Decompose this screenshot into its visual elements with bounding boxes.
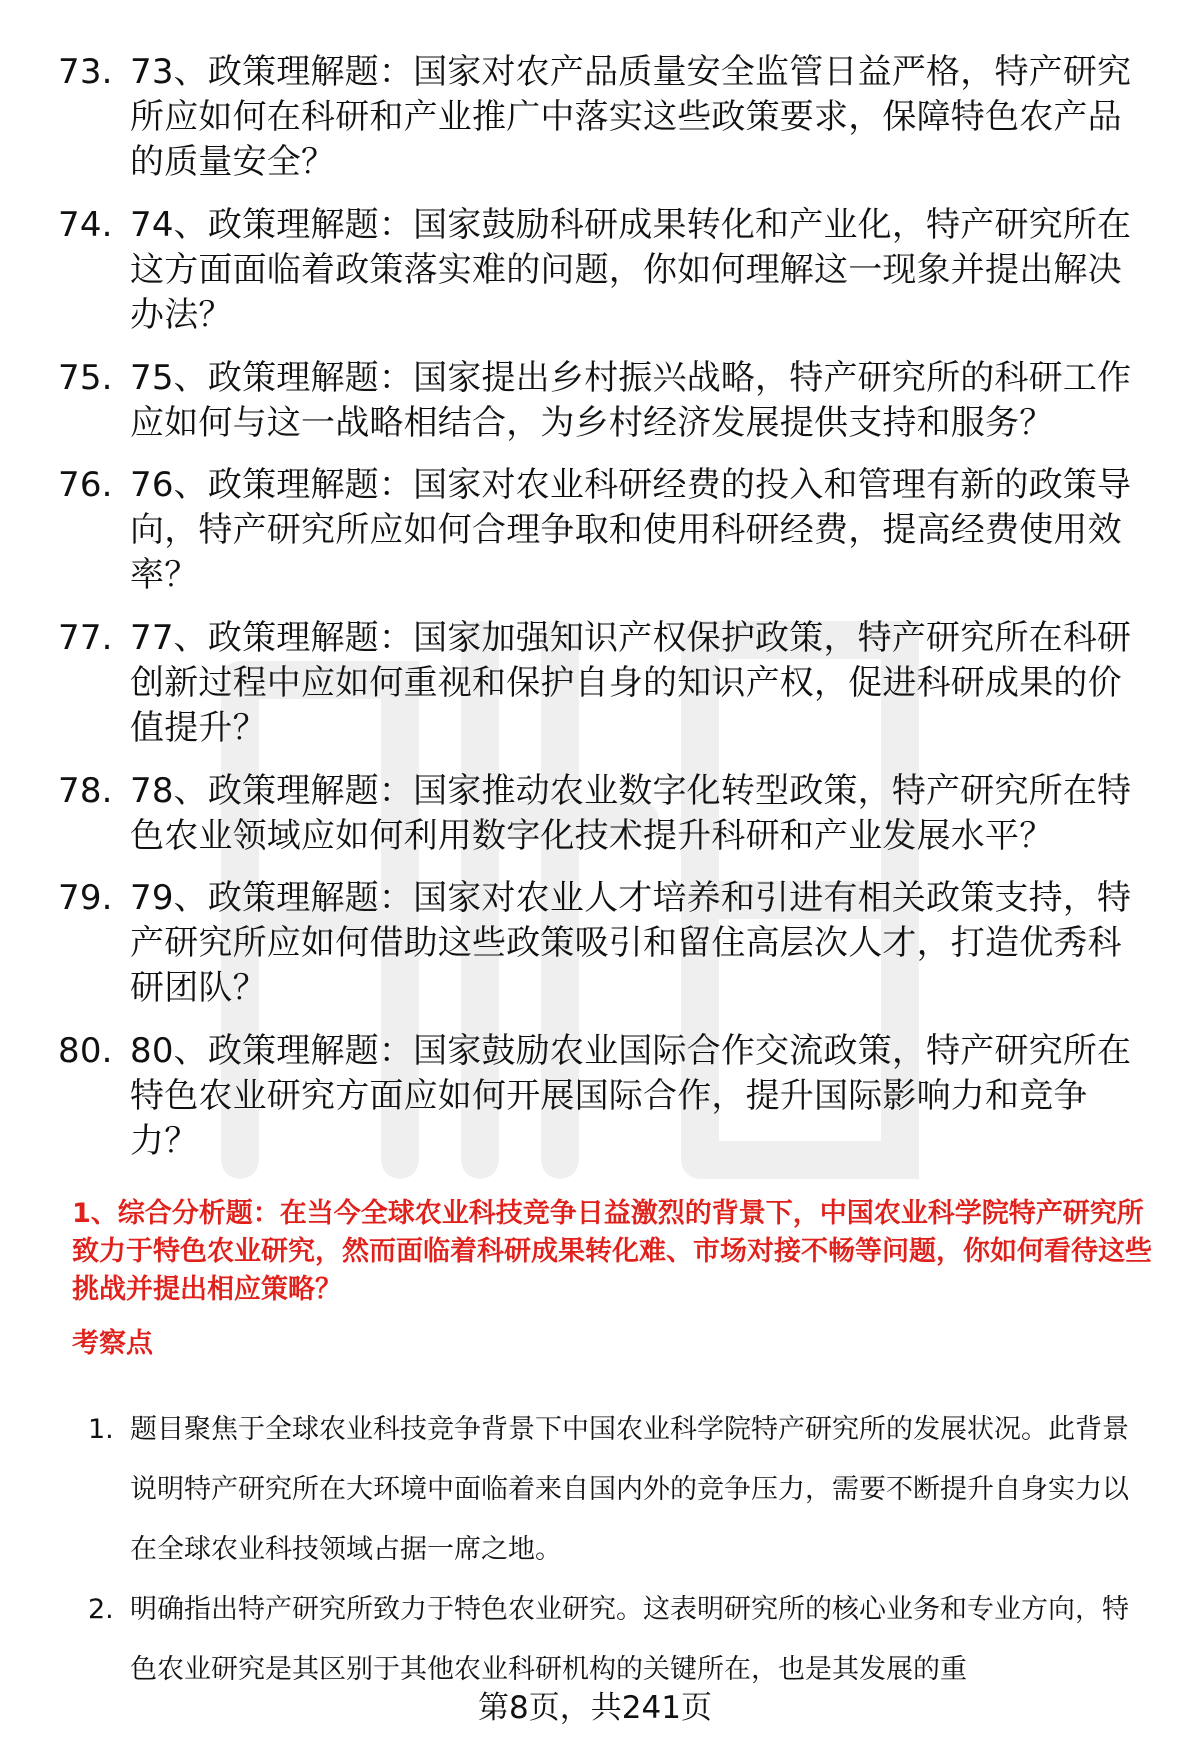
question-item-78 — [0, 769, 1190, 859]
question-text: 76、政策理解题：国家对农业科研经费的投入和管理有新的政策导向，特产研究所应如何合理争取和使用科研经费，提高经费使用效率？ — [130, 465, 1132, 595]
question-item-80 — [0, 1029, 1190, 1164]
question-item-73 — [0, 50, 1190, 185]
analysis-title: 1、综合分析题：在当今全球农业科技竞争日益激烈的背景下，中国农业科学院特产研究所致力于特色农业研究，然而面临着科研成果转化难、市场对接不畅等问题，你如何看待这些挑战并提出相应策略？ — [72, 1198, 1152, 1305]
question-number: 80. — [58, 1031, 113, 1071]
question-item-75 — [0, 356, 1190, 446]
point-text: 明确指出特产研究所致力于特色农业研究。这表明研究所的核心业务和专业方向，特色农业研究是其区别于其他农业科研机构的关键所在，也是其发展的重 — [130, 1594, 1129, 1685]
question-number: 77. — [58, 618, 113, 658]
question-item-77 — [0, 616, 1190, 751]
question-number: 74. — [58, 205, 113, 245]
question-text: 74、政策理解题：国家鼓励科研成果转化和产业化，特产研究所在这方面面临着政策落实难的问题，你如何理解这一现象并提出解决办法？ — [130, 205, 1132, 335]
question-item-79 — [0, 876, 1190, 1011]
point-item-2 — [0, 1580, 1190, 1700]
question-text: 73、政策理解题：国家对农产品质量安全监管日益严格，特产研究所应如何在科研和产业推广中落实这些政策要求，保障特色农产品的质量安全？ — [130, 52, 1132, 182]
question-number: 78. — [58, 771, 113, 811]
question-number: 79. — [58, 878, 113, 918]
question-item-74 — [0, 203, 1190, 338]
points-heading: 考察点 — [72, 1328, 153, 1359]
question-text: 75、政策理解题：国家提出乡村振兴战略，特产研究所的科研工作应如何与这一战略相结合，为乡村经济发展提供支持和服务？ — [130, 358, 1132, 443]
analysis-question — [72, 1195, 1152, 1309]
question-text: 78、政策理解题：国家推动农业数字化转型政策，特产研究所在特色农业领域应如何利用数字化技术提升科研和产业发展水平？ — [130, 771, 1132, 856]
question-item-76 — [0, 463, 1190, 598]
question-text: 79、政策理解题：国家对农业人才培养和引进有相关政策支持，特产研究所应如何借助这些政策吸引和留住高层次人才，打造优秀科研团队？ — [130, 878, 1132, 1008]
question-number: 73. — [58, 52, 113, 92]
question-text: 80、政策理解题：国家鼓励农业国际合作交流政策，特产研究所在特色农业研究方面应如何开展国际合作，提升国际影响力和竞争力？ — [130, 1031, 1132, 1161]
point-text: 题目聚焦于全球农业科技竞争背景下中国农业科学院特产研究所的发展状况。此背景说明特产研究所在大环境中面临着来自国内外的竞争压力，需要不断提升自身实力以在全球农业科技领域占据一席之地。 — [130, 1414, 1129, 1565]
page-footer: 第8页，共241页 — [478, 1690, 712, 1726]
question-number: 75. — [58, 358, 113, 398]
question-text: 77、政策理解题：国家加强知识产权保护政策，特产研究所在科研创新过程中应如何重视和保护自身的知识产权，促进科研成果的价值提升？ — [130, 618, 1132, 748]
question-number: 76. — [58, 465, 113, 505]
point-number: 1. — [88, 1414, 114, 1445]
point-number: 2. — [88, 1594, 114, 1625]
point-item-1 — [0, 1400, 1190, 1580]
